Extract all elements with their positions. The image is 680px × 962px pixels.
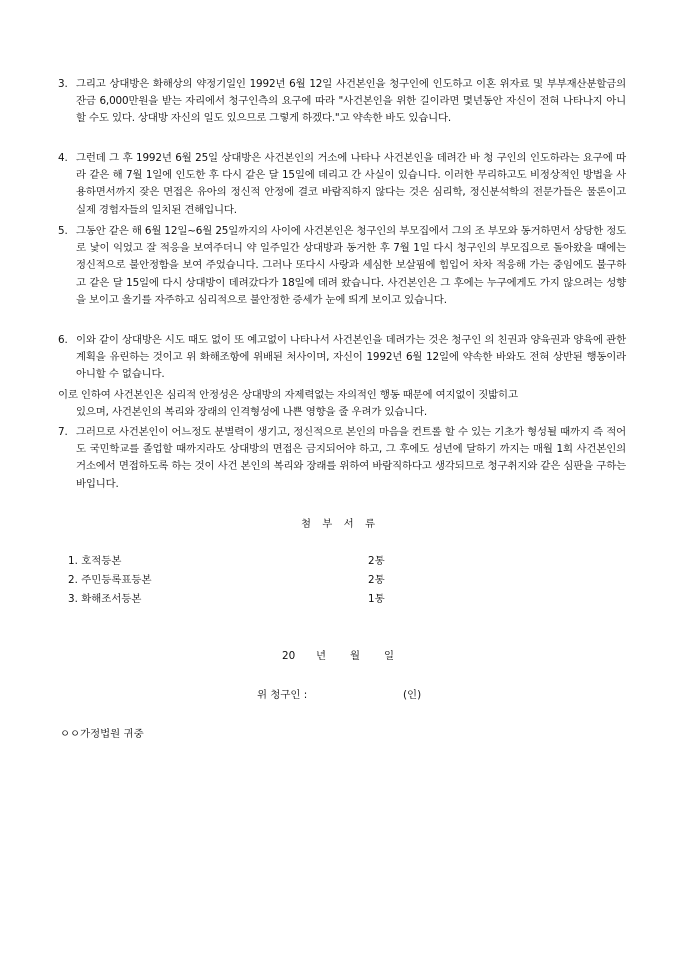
paragraph-7 [58,424,626,493]
paragraph-number: 4. [58,152,68,164]
paragraph-4 [58,150,626,219]
attachment-label: 1. 호적등본 [68,555,122,567]
attachment-count: 1통 [368,593,385,605]
attachment-label: 2. 주민등록표등본 [68,574,152,586]
paragraph-text: 이와 같이 상대방은 시도 때도 없이 또 예고없이 나타나서 사건본인을 데려가는 것은 청구인 의 친권과 양육권과 양육에 관한 계획을 유린하는 것이고 위 화해조항에 위배된 처사이며, 자신이 1992년 6월 12일에 약속한 바와도 전혀 상반된 행동이라 아니할 수 없습니다. [76,334,626,381]
date-year-unit: 년 [316,650,327,662]
paragraph-6 [58,332,626,384]
paragraph-3 [58,76,626,128]
attachment-count: 2통 [368,574,385,586]
attachment-count: 2통 [368,555,385,567]
note-first-line: 이로 인하여 사건본인은 심리적 안정성은 상대방의 자제력없는 자의적인 행동 때문에 여지없이 짓밟히고 [58,389,518,401]
paragraph-text: 그리고 상대방은 화해상의 약정기일인 1992년 6월 12일 사건본인을 청구인에 인도하고 이혼 위자료 및 부부재산분할금의 잔금 6,000만원을 받는 자리에서 청구인측의 요구에 따라 "사건본인을 위한 길이라면 몇년동안 자신이 전혀 나타나지 아니할 수도 있다. 상대방 자신의 일도 있으므로 그렇게 하겠다."고 약속한 바도 있습니다. [76,78,626,125]
paragraph-number: 3. [58,78,68,90]
court-addressee: ㅇㅇ가정법원 귀중 [60,728,144,740]
seal-mark: (인) [403,689,422,701]
date-month-unit: 월 [350,650,361,662]
note-paragraph [58,387,626,421]
paragraph-number: 7. [58,426,68,438]
paragraph-5 [58,223,626,309]
date-day-unit: 일 [384,650,395,662]
date-year: 20 [282,650,296,662]
attachment-label: 3. 화해조서등본 [68,593,142,605]
paragraph-number: 6. [58,334,68,346]
note-rest: 있으며, 사건본인의 복리와 장래의 인격형성에 나쁜 영향을 줄 우려가 있습니다. [76,406,428,419]
paragraph-text: 그런데 그 후 1992년 6월 25일 상대방은 사건본인의 거소에 나타나 사건본인을 데려간 바 청 구인의 인도하라는 요구에 따라 같은 해 7월 1일에 인도한 후 다시 같은 달 15일에 데리고 간 사실이 있습니다. 이러한 무리하고도 비정상적인 방법을 사용하면서까지 잦은 면접은 유아의 정신적 안정에 결코 바람직하지 않다는 것은 심리학, 정신분석학의 전문가들은 물론이고 실제 경험자들의 일치된 견해입니다. [76,152,626,216]
paragraph-text: 그러므로 사건본인이 어느정도 분별력이 생기고, 정신적으로 본인의 마음을 컨트롤 할 수 있는 기초가 형성될 때까지 즉 적어도 국민학교를 졸업할 때까지라도 상대방의 면접은 금지되어야 하고, 그 후에도 성년에 달하기 까지는 매월 1회 사건본인의 거소에서 면접하도록 하는 것이 사건 본인의 복리와 장래를 위하여 바람직하다고 생각되므로 청구취지와 같은 심판을 구하는 바입니다. [76,426,626,490]
paragraph-number: 5. [58,225,68,237]
paragraph-text: 그동안 같은 해 6월 12일~6월 25일까지의 사이에 사건본인은 청구인의 부모집에서 그의 조 부모와 동거하면서 상당한 정도로 낯이 익었고 잘 적응을 보여주더니 약 일주일간 상대방과 동거한 후 7월 1일 다시 청구인의 부모집으로 돌아왔을 때에는 정신적으로 불안정함을 보여 주었습니다. 그러나 또다시 사랑과 세심한 보살핌에 힘입어 차차 적응해 가는 중임에도 불구하고 같은 달 15일에 다시 상대방이 데려갔다가 18일에 데려 왔습니다. 사건본인은 그 후에는 누구에게도 가지 않으려는 성향을 보이고 울기를 자주하고 심리적으로 불안정한 증세가 눈에 띄게 보이고 있습니다. [76,225,626,306]
attachments-title: 첨 부 서 류 [300,518,380,530]
signature-label: 위 청구인 : [257,689,308,701]
